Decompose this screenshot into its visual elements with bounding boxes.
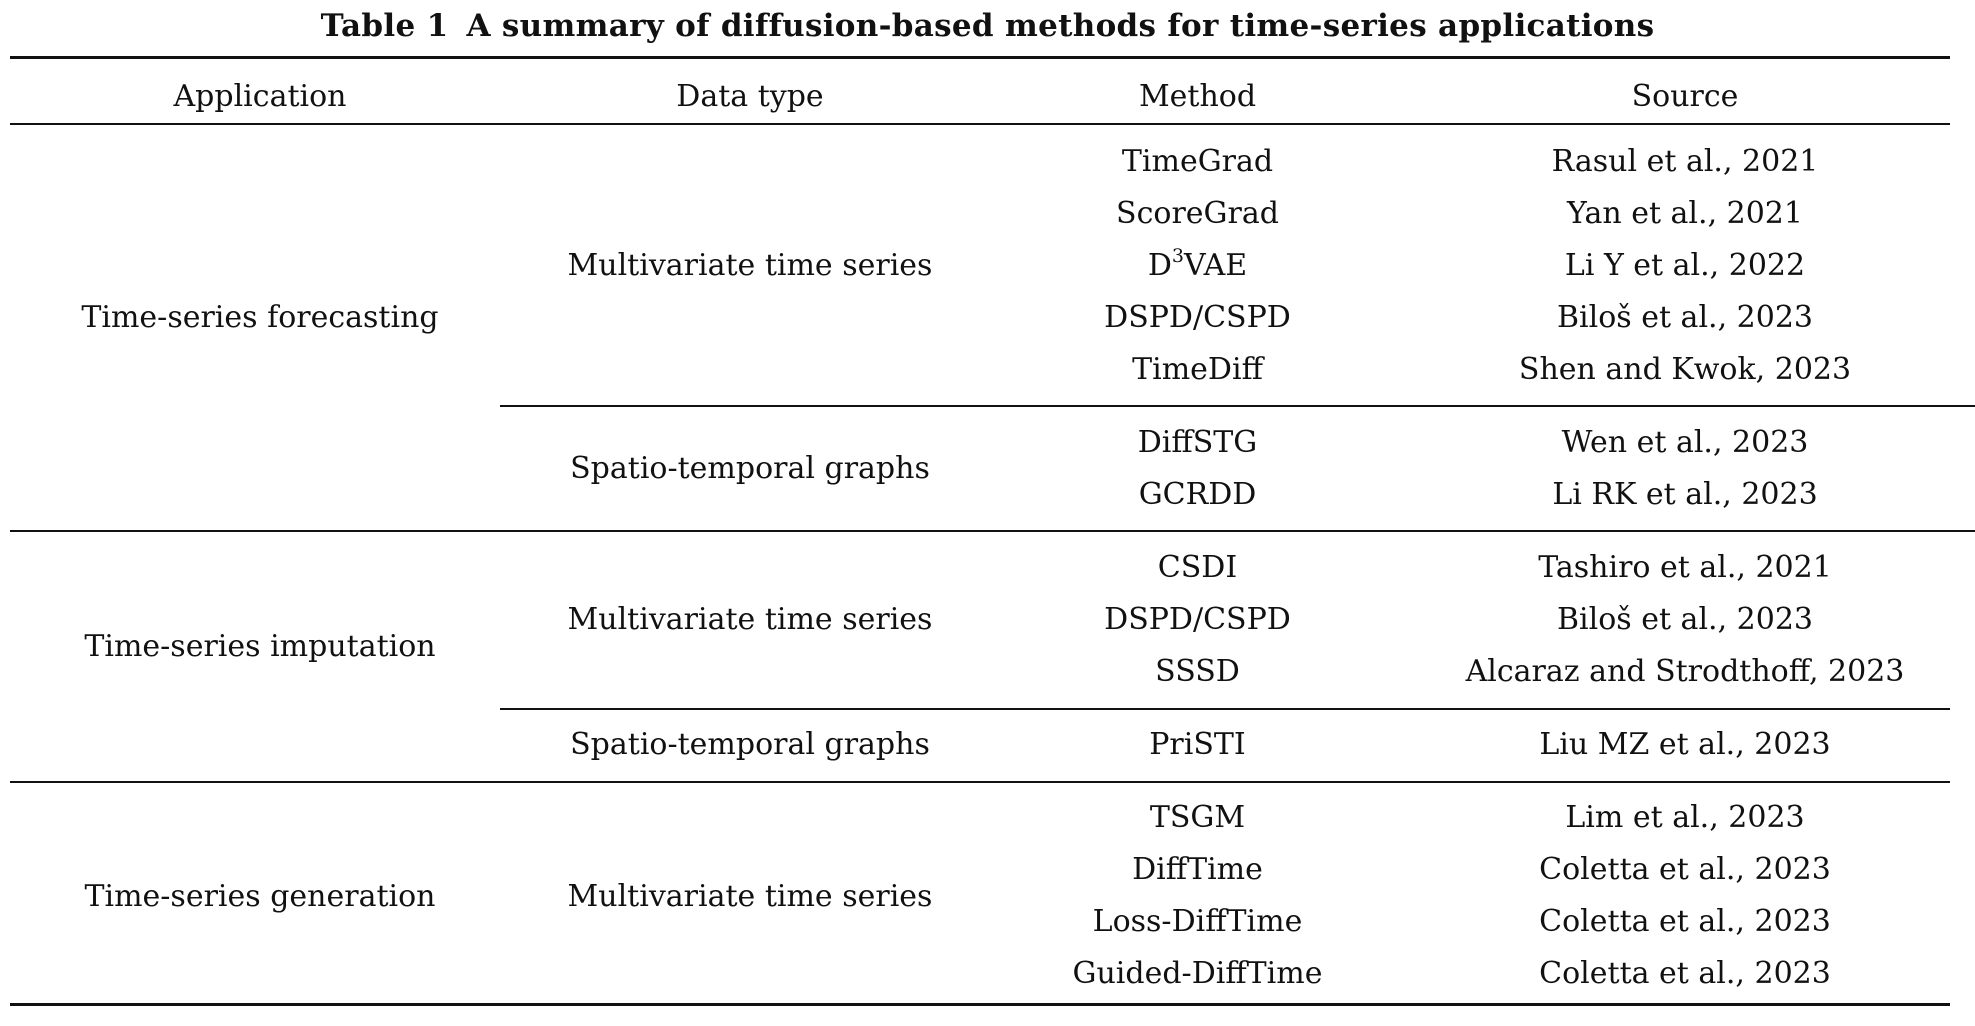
method-cell: Guided-DiffTime (1072, 956, 1323, 991)
method-rest: VAE (1183, 248, 1248, 283)
method-cell: TimeDiff (1132, 352, 1263, 387)
header-rule (10, 123, 1950, 125)
forecasting-section-rule (10, 530, 1975, 532)
bottom-rule (10, 1003, 1950, 1006)
method-cell-d3vae (1000, 246, 1395, 286)
source-cell: Tashiro et al., 2021 (1538, 550, 1832, 585)
method-cell: DiffTime (1132, 852, 1263, 887)
source-cell: Alcaraz and Strodthoff, 2023 (1465, 654, 1905, 689)
method-cell: DSPD/CSPD (1104, 300, 1291, 335)
forecasting-group-divider (500, 405, 1975, 407)
table-caption-label: Table 1 (320, 8, 449, 44)
source-cell: Liu MZ et al., 2023 (1539, 727, 1831, 762)
method-cell: CSDI (1157, 550, 1238, 585)
method-cell: DSPD/CSPD (1104, 602, 1291, 637)
source-cell: Biloš et al., 2023 (1556, 602, 1813, 637)
application-cell: Time-series forecasting (81, 300, 439, 335)
imputation-section-rule (10, 781, 1950, 783)
data-type-cell: Multivariate time series (567, 602, 933, 637)
data-type-cell: Multivariate time series (567, 879, 933, 914)
source-cell: Shen and Kwok, 2023 (1518, 352, 1852, 387)
method-cell: ScoreGrad (1116, 196, 1279, 231)
data-type-cell: Spatio-temporal graphs (570, 727, 930, 762)
method-cell: GCRDD (1138, 477, 1257, 512)
header-application: Application (173, 79, 347, 114)
method-cell: TSGM (1149, 800, 1246, 835)
header-source: Source (1631, 79, 1739, 114)
source-cell: Li RK et al., 2023 (1552, 477, 1818, 512)
source-cell: Yan et al., 2021 (1566, 196, 1803, 231)
method-cell: Loss-DiffTime (1092, 904, 1303, 939)
top-rule (10, 56, 1950, 59)
source-cell: Rasul et al., 2021 (1551, 144, 1819, 179)
method-base: D (1147, 248, 1172, 283)
source-cell: Coletta et al., 2023 (1539, 852, 1831, 887)
application-cell: Time-series imputation (84, 629, 436, 664)
source-cell: Biloš et al., 2023 (1556, 300, 1813, 335)
application-cell: Time-series generation (84, 879, 436, 914)
source-cell: Coletta et al., 2023 (1539, 904, 1831, 939)
table-caption-title: A summary of diffusion-based methods for time-series applications (466, 8, 1655, 44)
source-cell: Lim et al., 2023 (1565, 800, 1805, 835)
method-cell: SSSD (1155, 654, 1240, 689)
imputation-group-divider (500, 708, 1950, 710)
source-cell: Coletta et al., 2023 (1539, 956, 1831, 991)
method-cell: PriSTI (1149, 727, 1246, 762)
header-method: Method (1138, 79, 1257, 114)
method-cell: TimeGrad (1121, 144, 1274, 179)
data-type-cell: Spatio-temporal graphs (570, 451, 930, 486)
table-caption (0, 6, 1975, 46)
header-data-type: Data type (676, 79, 824, 114)
method-cell: DiffSTG (1137, 425, 1258, 460)
source-cell: Wen et al., 2023 (1561, 425, 1809, 460)
data-type-cell: Multivariate time series (567, 248, 933, 283)
source-cell: Li Y et al., 2022 (1564, 248, 1806, 283)
method-superscript: 3 (1171, 245, 1184, 267)
